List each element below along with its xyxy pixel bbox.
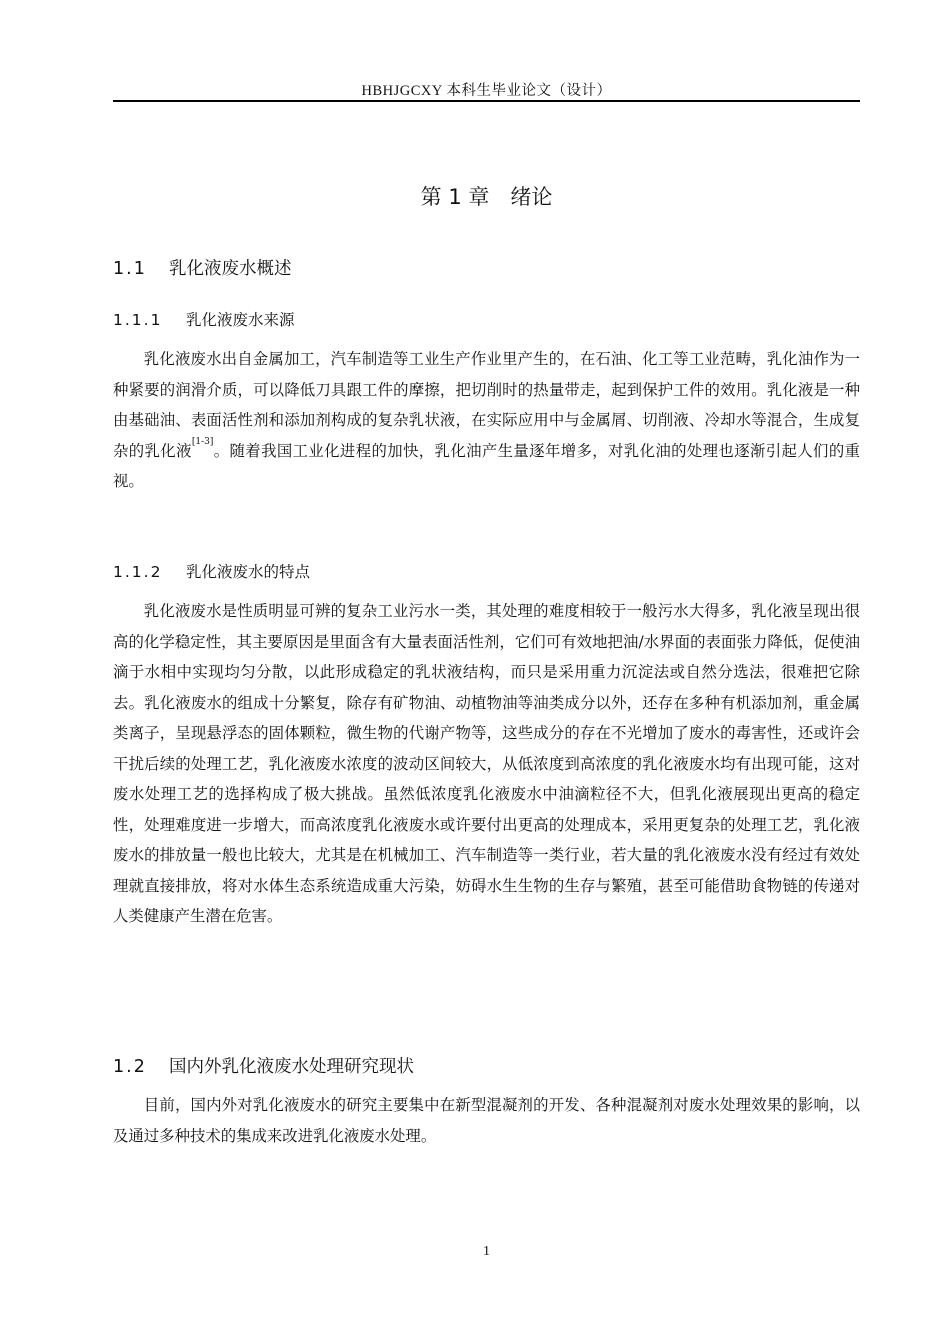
- page-number: 1: [483, 1244, 490, 1259]
- paragraph-characteristics: 乳化液废水是性质明显可辨的复杂工业污水一类，其处理的难度相较于一般污水大得多，乳化液呈现出很高的化学稳定性，其主要原因是里面含有大量表面活性剂，它们可有效地把油/水界面的表面张力降低，促使油滴于水相中实现均匀分散，以此形成稳定的乳状液结构，而只是采用重力沉淀法或自然分选法，很难把它除去。乳化液废水的组成十分繁复，除存有矿物油、动植物油等油类成分以外，还存在多种有机添加剂，重金属类离子，呈现悬浮态的固体颗粒，微生物的代谢产物等，这些成分的存在不光增加了废水的毒害性，还或许会干扰后续的处理工艺，乳化液废水浓度的波动区间较大，从低浓度到高浓度的乳化液废水均有出现可能，这对废水处理工艺的选择构成了极大挑战。虽然低浓度乳化液废水中油滴粒径不大，但乳化液展现出更高的稳定性，处理难度进一步增大，而高浓度乳化液废水或许要付出更高的处理成本，采用更复杂的处理工艺，乳化液废水的排放量一般也比较大，尤其是在机械加工、汽车制造等一类行业，若大量的乳化液废水没有经过有效处理就直接排放，将对水体生态系统造成重大污染，妨碍水生生物的生存与繁殖，甚至可能借助食物链的传递对人类健康产生潜在危害。: [113, 602, 860, 925]
- paragraph-source: 乳化液废水出自金属加工，汽车制造等工业生产作业里产生的，在石油、化工等工业范畴，乳化油作为一种紧要的润滑介质，可以降低刀具跟工件的摩擦，把切削时的热量带走，起到保护工件的效用。乳化液是一种由基础油、表面活性剂和添加剂构成的复杂乳状液，在实际应用中与金属屑、切削液、冷却水等混合，生成复杂的乳化液[1-3]。随着我国工业化进程的加快，乳化油产生量逐年增多，对乳化油的处理也逐渐引起人们的重视。: [113, 350, 860, 490]
- section-number: 1.1.1: [113, 311, 163, 329]
- page-header: HBHJGCXY 本科生毕业论文（设计）: [361, 83, 612, 99]
- section-number: 1.1: [113, 259, 147, 279]
- section-heading-1-1-2: [113, 560, 310, 582]
- section-heading-1-1: [113, 255, 292, 280]
- section-heading-1-1-1: [113, 308, 295, 330]
- section-number: 1.2: [113, 1057, 147, 1077]
- section-title: 国内外乳化液废水处理研究现状: [169, 1057, 414, 1077]
- citation: [1-3]: [191, 436, 214, 447]
- section-title: 乳化液废水概述: [169, 259, 292, 279]
- section-heading-1-2: [113, 1053, 414, 1078]
- section-number: 1.1.2: [113, 563, 163, 581]
- chapter-title: 第 1 章 绪论: [420, 185, 553, 209]
- header-rule: [113, 100, 860, 102]
- section-title: 乳化液废水来源: [186, 311, 295, 329]
- paragraph-research-status: 目前，国内外对乳化液废水的研究主要集中在新型混凝剂的开发、各种混凝剂对废水处理效果的影响，以及通过多种技术的集成来改进乳化液废水处理。: [113, 1096, 860, 1145]
- section-title: 乳化液废水的特点: [186, 563, 311, 581]
